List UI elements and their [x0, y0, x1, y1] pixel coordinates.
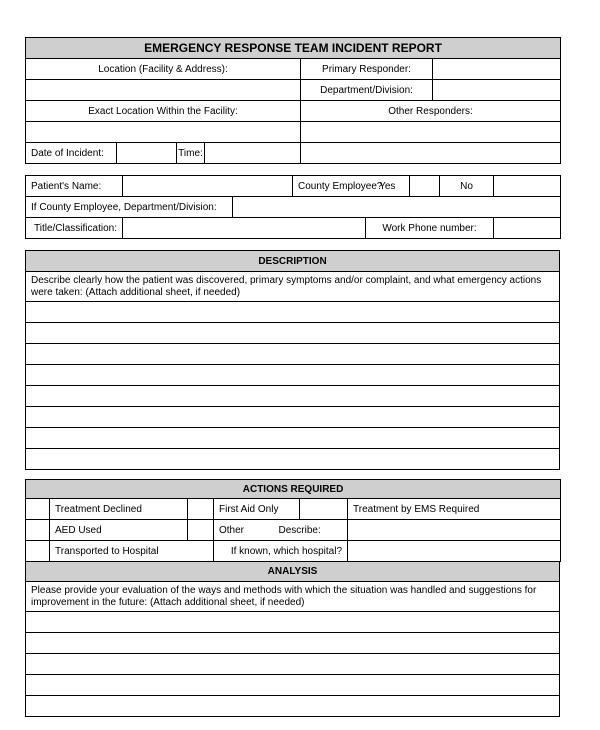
work-phone-field[interactable] [494, 218, 561, 239]
time-label: Time: [177, 143, 205, 164]
title-classification-label: Title/Classification: [26, 218, 123, 239]
patient-name-label: Patient's Name: [26, 176, 123, 197]
analysis-line[interactable] [26, 612, 560, 633]
aed-used-checkbox[interactable] [26, 520, 50, 541]
transported-checkbox[interactable] [26, 541, 50, 562]
analysis-instructions: Please provide your evaluation of the ways and methods with which the situation was handled and suggestions for improvement in the future: (Attach additional sheet, if needed) [26, 582, 560, 612]
department-division-field[interactable] [433, 80, 561, 101]
time-field[interactable] [205, 143, 301, 164]
incident-info-table [25, 37, 561, 164]
analysis-line[interactable] [26, 633, 560, 654]
other-responders-field-1[interactable] [301, 122, 561, 143]
describe-field[interactable] [348, 520, 561, 541]
patient-name-field[interactable] [123, 176, 293, 197]
patient-info-table [25, 175, 561, 239]
description-table [25, 250, 560, 470]
description-line[interactable] [26, 449, 560, 470]
county-dept-label: If County Employee, Department/Division: [26, 197, 233, 218]
exact-location-field[interactable] [26, 122, 301, 143]
description-line[interactable] [26, 428, 560, 449]
other-label: Other [214, 520, 274, 541]
treatment-declined-checkbox[interactable] [26, 499, 50, 520]
hospital-field[interactable] [348, 541, 561, 562]
actions-table [25, 479, 561, 562]
description-line[interactable] [26, 344, 560, 365]
first-aid-label: First Aid Only [214, 499, 300, 520]
yes-label: Yes [366, 176, 410, 197]
treatment-ems-label: Treatment by EMS Required [348, 499, 561, 520]
primary-responder-label: Primary Responder: [301, 59, 433, 80]
department-division-label: Department/Division: [301, 80, 433, 101]
transported-label: Transported to Hospital [50, 541, 214, 562]
actions-header: ACTIONS REQUIRED [26, 480, 561, 499]
description-instructions: Describe clearly how the patient was discovered, primary symptoms and/or complaint, and what emergency actions were taken: (Attach additional sheet, if needed) [26, 272, 560, 302]
description-line[interactable] [26, 386, 560, 407]
description-line[interactable] [26, 407, 560, 428]
county-dept-field[interactable] [233, 197, 561, 218]
analysis-header: ANALYSIS [26, 562, 560, 582]
no-label: No [440, 176, 494, 197]
location-field[interactable] [26, 80, 301, 101]
describe-label: Describe: [274, 520, 348, 541]
date-label: Date of Incident: [26, 143, 117, 164]
description-line[interactable] [26, 302, 560, 323]
work-phone-label: Work Phone number: [366, 218, 494, 239]
no-checkbox[interactable] [494, 176, 561, 197]
date-field[interactable] [117, 143, 177, 164]
description-header: DESCRIPTION [26, 251, 560, 272]
yes-checkbox[interactable] [410, 176, 440, 197]
analysis-line[interactable] [26, 696, 560, 717]
county-employee-label: County Employee? [293, 176, 366, 197]
description-line[interactable] [26, 323, 560, 344]
analysis-table [25, 561, 560, 717]
ems-checkbox[interactable] [300, 499, 348, 520]
analysis-line[interactable] [26, 675, 560, 696]
title-classification-field[interactable] [123, 218, 366, 239]
first-aid-checkbox[interactable] [188, 499, 214, 520]
other-responders-field-2[interactable] [301, 143, 561, 164]
aed-used-label: AED Used [50, 520, 188, 541]
which-hospital-label: If known, which hospital? [214, 541, 348, 562]
location-label: Location (Facility & Address): [26, 59, 301, 80]
other-responders-label: Other Responders: [301, 101, 561, 122]
treatment-declined-label: Treatment Declined [50, 499, 188, 520]
primary-responder-field[interactable] [433, 59, 561, 80]
report-title: EMERGENCY RESPONSE TEAM INCIDENT REPORT [26, 38, 561, 59]
description-line[interactable] [26, 365, 560, 386]
other-checkbox[interactable] [188, 520, 214, 541]
exact-location-label: Exact Location Within the Facility: [26, 101, 301, 122]
analysis-line[interactable] [26, 654, 560, 675]
